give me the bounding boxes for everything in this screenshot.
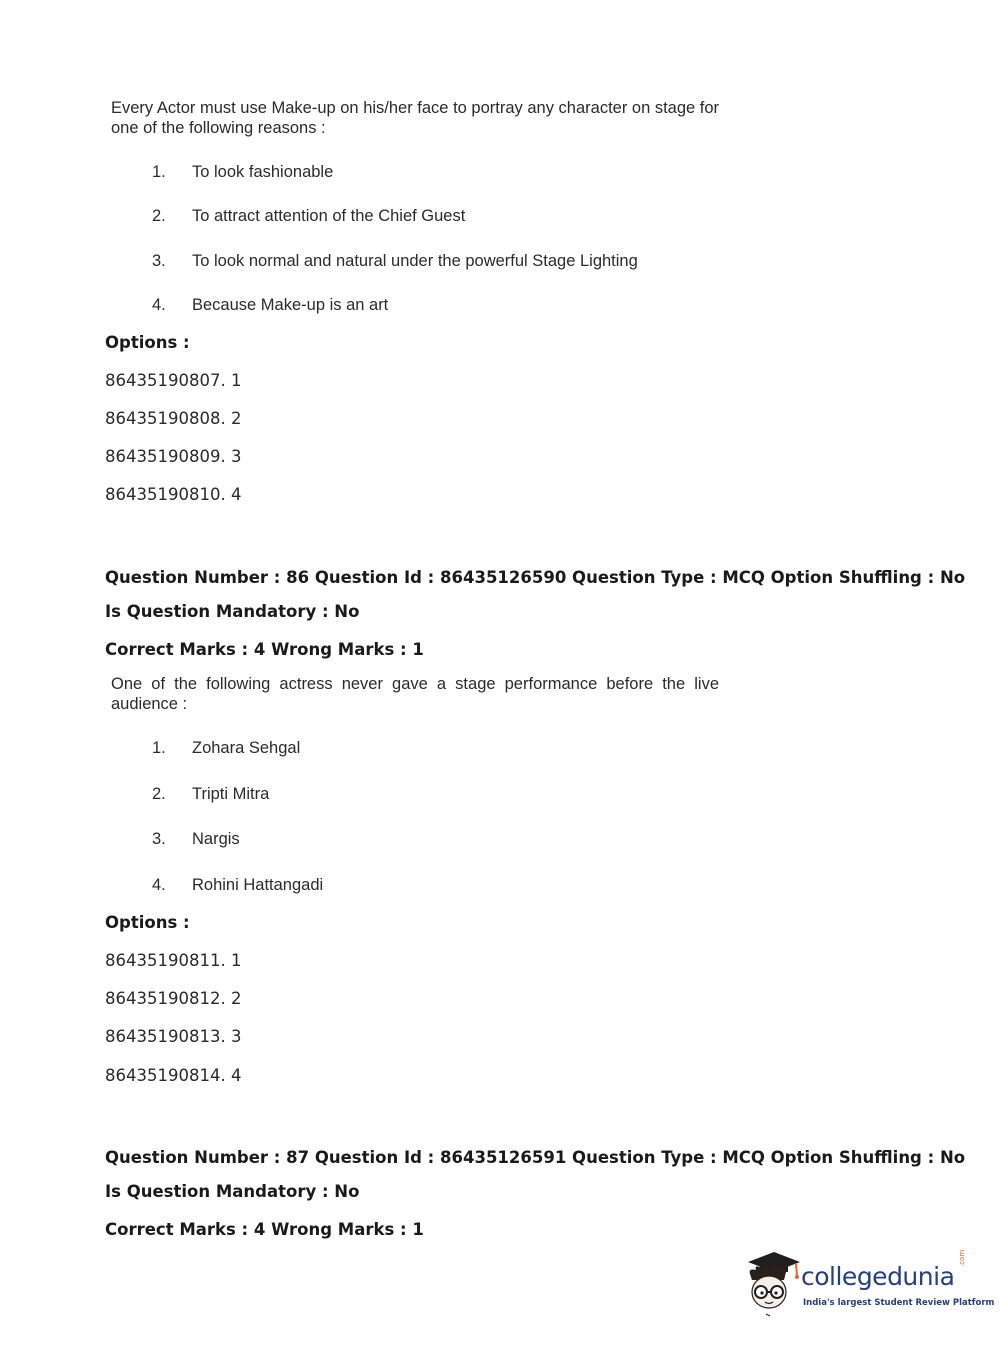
option-id: 86435190811. 1 — [105, 951, 242, 970]
option-id: 86435190807. 1 — [105, 371, 242, 390]
options-label: Options : — [105, 333, 190, 352]
option-id: 86435190813. 3 — [105, 1027, 242, 1046]
question-stem-85 — [111, 98, 731, 138]
item-number: 4. — [152, 876, 166, 894]
item-number: 3. — [152, 252, 166, 270]
option-id: 86435190809. 3 — [105, 447, 242, 466]
brand-tagline: India's largest Student Review Platform — [803, 1298, 995, 1308]
item-number: 1. — [152, 163, 166, 181]
item-number: 2. — [152, 785, 166, 803]
question-text: Every Actor must use Make-up on his/her face to portray any character on stage for one of the following reasons : — [111, 99, 720, 137]
option-id: 86435190812. 2 — [105, 989, 242, 1008]
item-text: Because Make-up is an art — [192, 296, 389, 314]
item-number: 2. — [152, 207, 166, 225]
item-text: Tripti Mitra — [192, 785, 270, 803]
item-number: 4. — [152, 296, 166, 314]
collegedunia-logo — [740, 1248, 995, 1318]
item-number: 3. — [152, 830, 166, 848]
item-text: Zohara Sehgal — [192, 739, 301, 757]
item-text: Nargis — [192, 830, 240, 848]
mascot-icon — [740, 1248, 802, 1318]
option-id: 86435190810. 4 — [105, 485, 242, 504]
brand-name: collegedunia — [801, 1262, 955, 1291]
item-text: To look fashionable — [192, 163, 334, 181]
item-text: To look normal and natural under the powerful Stage Lighting — [192, 252, 638, 270]
question-marks: Correct Marks : 4 Wrong Marks : 1 — [105, 640, 424, 659]
options-label: Options : — [105, 913, 190, 932]
option-id: 86435190808. 2 — [105, 409, 242, 428]
brand-domain: .com — [958, 1249, 966, 1267]
question-mandatory: Is Question Mandatory : No — [105, 602, 360, 621]
question-header: Question Number : 87 Question Id : 86435126591 Question Type : MCQ Option Shuffling : No — [105, 1148, 966, 1167]
item-text: To attract attention of the Chief Guest — [192, 207, 466, 225]
question-stem-86 — [111, 674, 719, 714]
option-id: 86435190814. 4 — [105, 1066, 242, 1085]
question-text: One of the following actress never gave a stage performance before the live audience : — [111, 675, 719, 713]
question-header: Question Number : 86 Question Id : 86435126590 Question Type : MCQ Option Shuffling : No — [105, 568, 966, 587]
item-text: Rohini Hattangadi — [192, 876, 324, 894]
question-mandatory: Is Question Mandatory : No — [105, 1182, 360, 1201]
question-marks: Correct Marks : 4 Wrong Marks : 1 — [105, 1220, 424, 1239]
item-number: 1. — [152, 739, 166, 757]
